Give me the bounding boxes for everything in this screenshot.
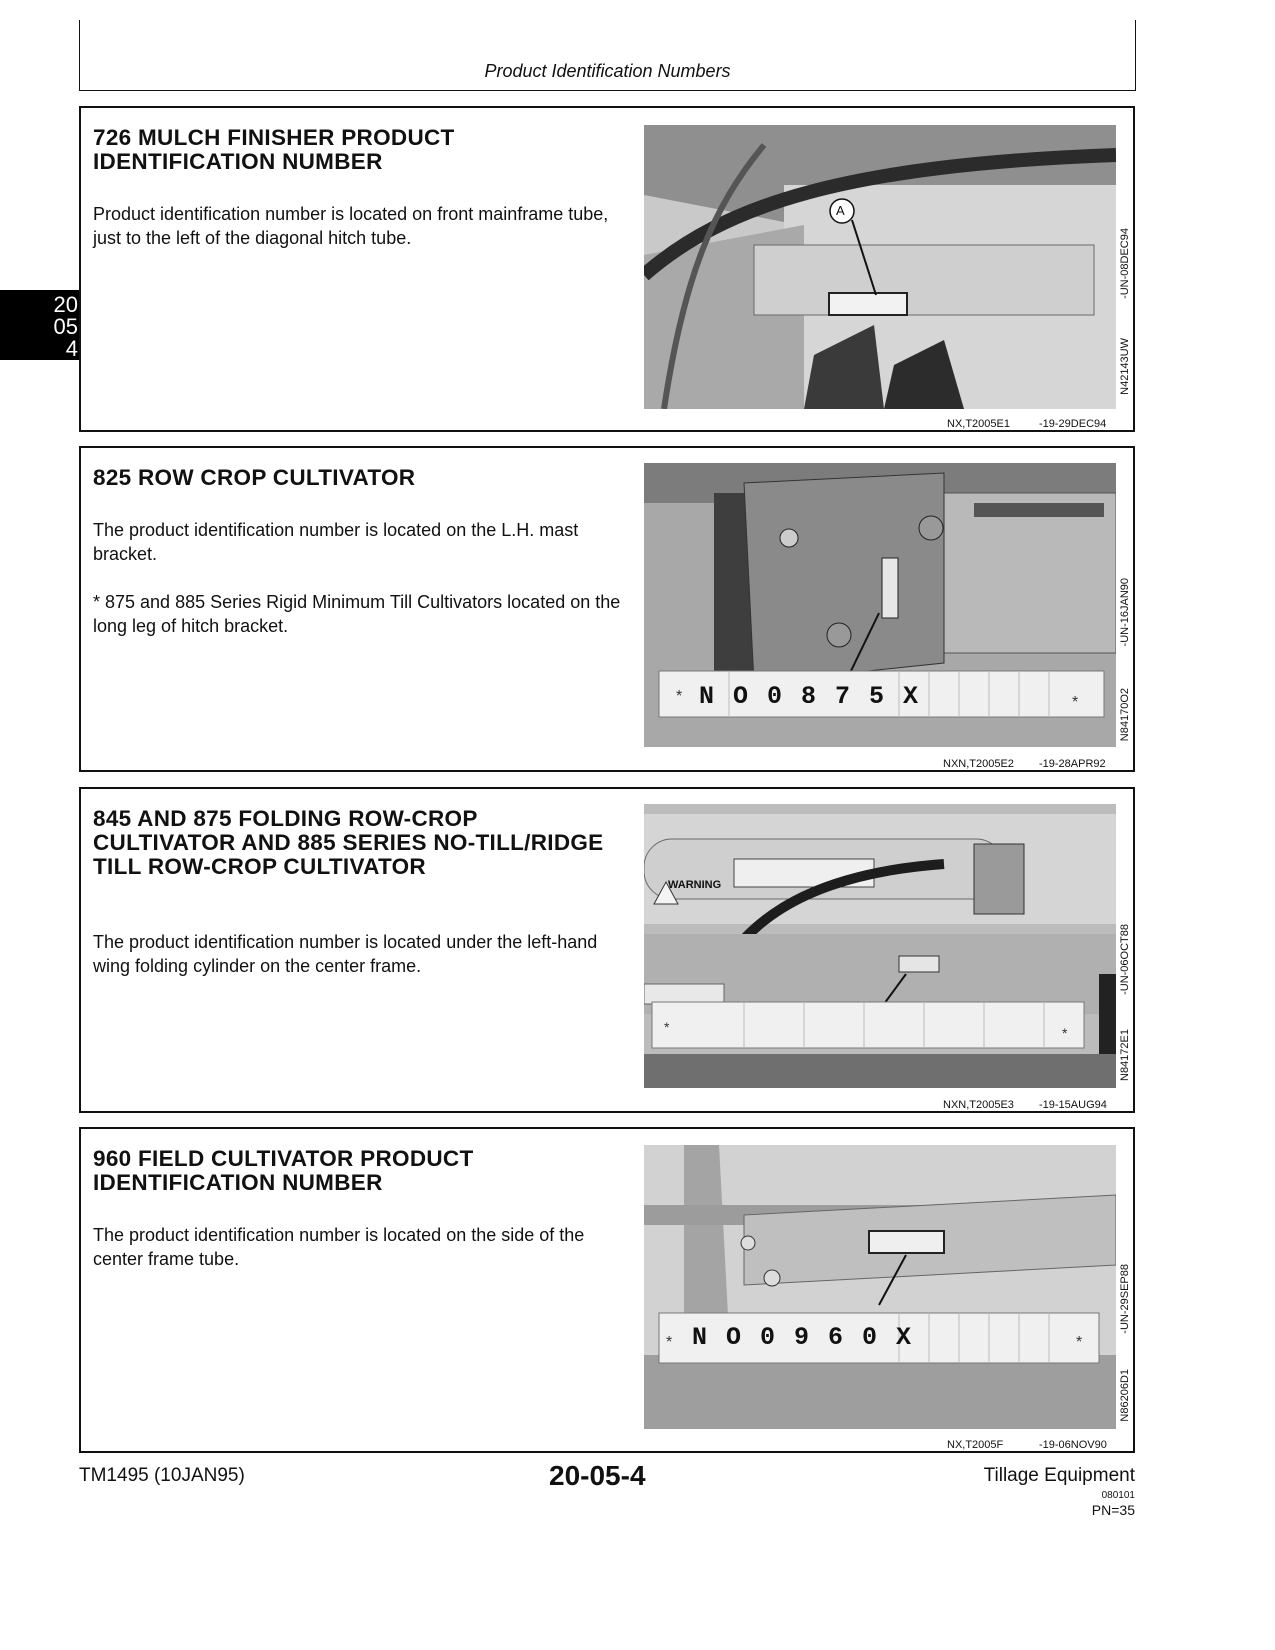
page-header-title: Product Identification Numbers <box>484 61 731 81</box>
section-825-row-crop <box>79 446 1135 772</box>
product-id-plate: N O 0 9 6 0 X <box>692 1323 914 1352</box>
svg-text:*: * <box>676 688 683 705</box>
section-726-mulch-finisher <box>79 106 1135 432</box>
svg-text:*: * <box>1062 1025 1068 1041</box>
section-title: 726 MULCH FINISHER PRODUCT IDENTIFICATION NUMBER <box>93 125 455 174</box>
section-title: 960 FIELD CULTIVATOR PRODUCT IDENTIFICATION NUMBER <box>93 1146 474 1195</box>
footer-code: 080101 <box>1101 1490 1135 1501</box>
photo-code-bottom: N84170O2 <box>1119 688 1131 742</box>
section-title: 845 AND 875 FOLDING ROW-CROP CULTIVATOR AND 885 SERIES NO-TILL/RIDGE TILL ROW-CROP CULTIVATOR <box>93 806 604 879</box>
photo-code-top: -UN-06OCT88 <box>1119 924 1131 995</box>
section-body <box>93 1223 623 1295</box>
section-body <box>93 930 623 1002</box>
section-title: 825 ROW CROP CULTIVATOR <box>93 465 416 490</box>
section-footer-id: NX,T2005F <box>947 1439 1004 1451</box>
svg-text:*: * <box>1076 1334 1083 1351</box>
section-footer-date: -19-29DEC94 <box>1039 418 1107 430</box>
svg-text:*: * <box>664 1019 670 1035</box>
photo-code-bottom: N86206D1 <box>1119 1369 1131 1422</box>
photo-mulch-finisher <box>644 125 1116 409</box>
section-body <box>93 518 623 662</box>
photo-code-bottom: N84172E1 <box>1119 1029 1131 1081</box>
section-paragraph: Product identification number is located on front mainframe tube, just to the left of the diagonal hitch tube. <box>93 204 609 248</box>
photo-code-bottom: N42143UW <box>1119 338 1131 395</box>
photo-field-cultivator <box>644 1145 1116 1429</box>
product-id-plate: N O 0 8 7 5 X <box>699 682 921 711</box>
warning-label: WARNING <box>668 879 722 891</box>
header-border-bottom <box>79 90 1136 91</box>
side-tab-line3: 4 <box>65 336 78 361</box>
svg-text:*: * <box>666 1334 673 1351</box>
section-footer-date: -19-15AUG94 <box>1039 1099 1107 1111</box>
section-footer-id: NXN,T2005E2 <box>943 758 1014 770</box>
section-footer-date: -19-28APR92 <box>1039 758 1106 770</box>
section-side-tab <box>0 290 80 360</box>
page-number: 20-05-4 <box>549 1460 646 1491</box>
section-paragraph: * 875 and 885 Series Rigid Minimum Till Cultivators located on the long leg of hitch bracket. <box>93 592 621 636</box>
photo-row-crop <box>644 463 1116 747</box>
section-960-field-cultivator <box>79 1127 1135 1453</box>
photo-code-top: -UN-08DEC94 <box>1119 228 1131 299</box>
callout-label: A <box>836 203 845 218</box>
section-body <box>93 202 623 274</box>
section-paragraph: The product identification number is located on the side of the center frame tube. <box>93 1225 585 1269</box>
svg-text:*: * <box>1072 694 1079 711</box>
side-tab-line1: 20 <box>53 292 78 317</box>
photo-code-top: -UN-29SEP88 <box>1119 1264 1131 1334</box>
section-footer-date: -19-06NOV90 <box>1039 1439 1107 1451</box>
section-paragraph: The product identification number is located under the left-hand wing folding cylinder on the center frame. <box>93 932 598 976</box>
section-footer-id: NXN,T2005E3 <box>943 1099 1014 1111</box>
side-tab-line2: 05 <box>53 314 78 339</box>
section-footer-id: NX,T2005E1 <box>947 418 1010 430</box>
category-label: Tillage Equipment <box>983 1465 1135 1486</box>
photo-folding-cultivator <box>644 804 1116 1088</box>
page-pn: PN=35 <box>1091 1502 1135 1518</box>
section-paragraph: The product identification number is located on the L.H. mast bracket. <box>93 520 579 564</box>
photo-code-top: -UN-16JAN90 <box>1119 578 1131 647</box>
section-845-875-folding <box>79 787 1135 1113</box>
manual-number: TM1495 (10JAN95) <box>79 1465 245 1486</box>
